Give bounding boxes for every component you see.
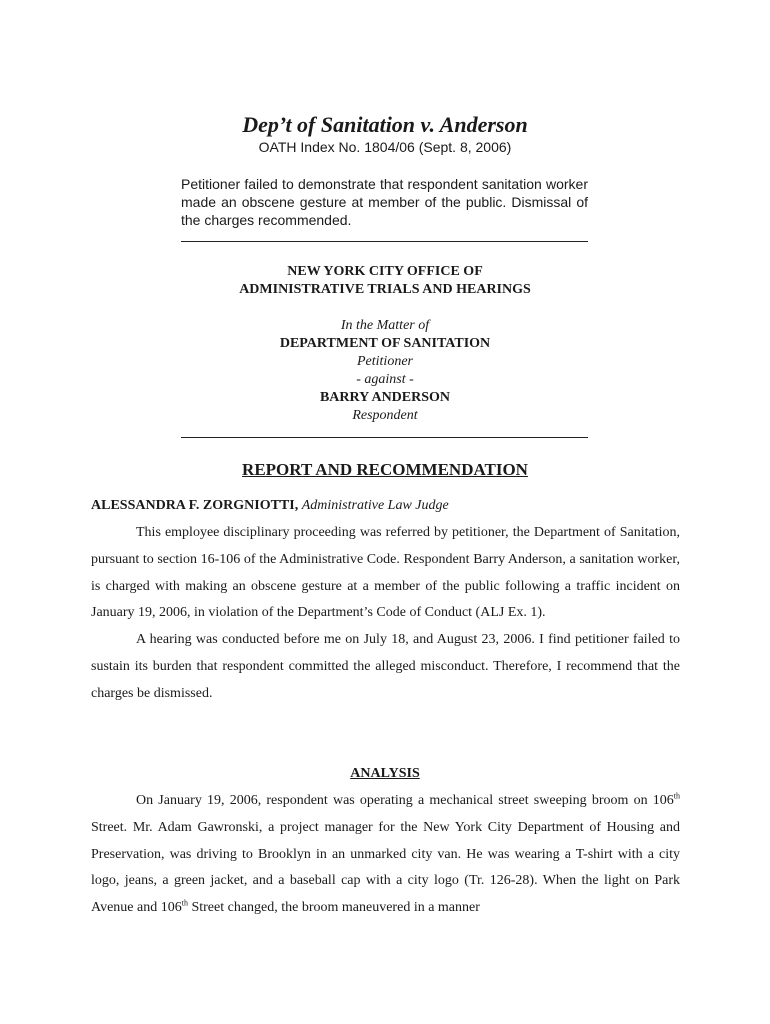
report-heading: REPORT AND RECOMMENDATION — [242, 460, 528, 479]
ordinal-suffix-2: th — [181, 898, 188, 908]
report-paragraph-1: This employee disciplinary proceeding was referred by petitioner, the Department of Sanitation, pursuant to section 16-106 of the Administrative Code. Respondent Barry Anderson, a sanitation worker, is charged with making an obscene gesture at a member of the public following a traffic incident on January 19, 2006, in violation of the Department’s Code of Conduct (ALJ Ex. 1). — [91, 525, 680, 621]
divider-top — [181, 241, 588, 242]
divider-bottom — [181, 437, 588, 438]
judge-title: Administrative Law Judge — [301, 498, 449, 513]
office-line-2: ADMINISTRATIVE TRIALS AND HEARINGS — [239, 282, 531, 297]
office-line-1: NEW YORK CITY OFFICE OF — [287, 264, 483, 279]
respondent-name: BARRY ANDERSON — [319, 390, 451, 405]
office-heading — [0, 263, 770, 299]
petitioner-name: DEPARTMENT OF SANITATION — [279, 336, 491, 351]
case-summary: Petitioner failed to demonstrate that respondent sanitation worker made an obscene gesture at member of the public. Dismissal of the charges recommended. — [181, 176, 588, 228]
analysis-text-1: On January 19, 2006, respondent was operating a mechanical street sweeping broom on 106 — [136, 793, 674, 808]
report-body — [91, 520, 680, 708]
judge-line — [91, 498, 449, 514]
analysis-text-2: Street. Mr. Adam Gawronski, a project manager for the New York City Department of Housing and Preservation, was driving to Brooklyn in an unmarked city van. He was wearing a T-shirt with a city logo, jeans, a green jacket, and a baseball cap with a city logo (Tr. 126-28). When the light on Park Avenue and 106 — [91, 819, 680, 916]
in-matter-label: In the Matter of — [340, 318, 430, 333]
analysis-heading: ANALYSIS — [350, 766, 420, 781]
analysis-text-3: Street changed, the broom maneuvered in a manner — [187, 900, 480, 916]
document-title: Dep’t of Sanitation v. Anderson — [242, 112, 528, 137]
petitioner-role: Petitioner — [357, 354, 413, 369]
judge-name: ALESSANDRA F. ZORGNIOTTI, — [91, 498, 299, 513]
respondent-role: Respondent — [352, 408, 418, 423]
report-paragraph-2: A hearing was conducted before me on July 18, and August 23, 2006. I find petitioner failed to sustain its burden that respondent committed the alleged misconduct. Therefore, I recommend that the charges be dismissed. — [91, 632, 680, 701]
index-line: OATH Index No. 1804/06 (Sept. 8, 2006) — [258, 139, 512, 155]
analysis-paragraph-1 — [91, 788, 680, 922]
analysis-body — [91, 788, 680, 922]
ordinal-suffix-1: th — [673, 791, 680, 801]
against-label: - against - — [356, 372, 414, 387]
